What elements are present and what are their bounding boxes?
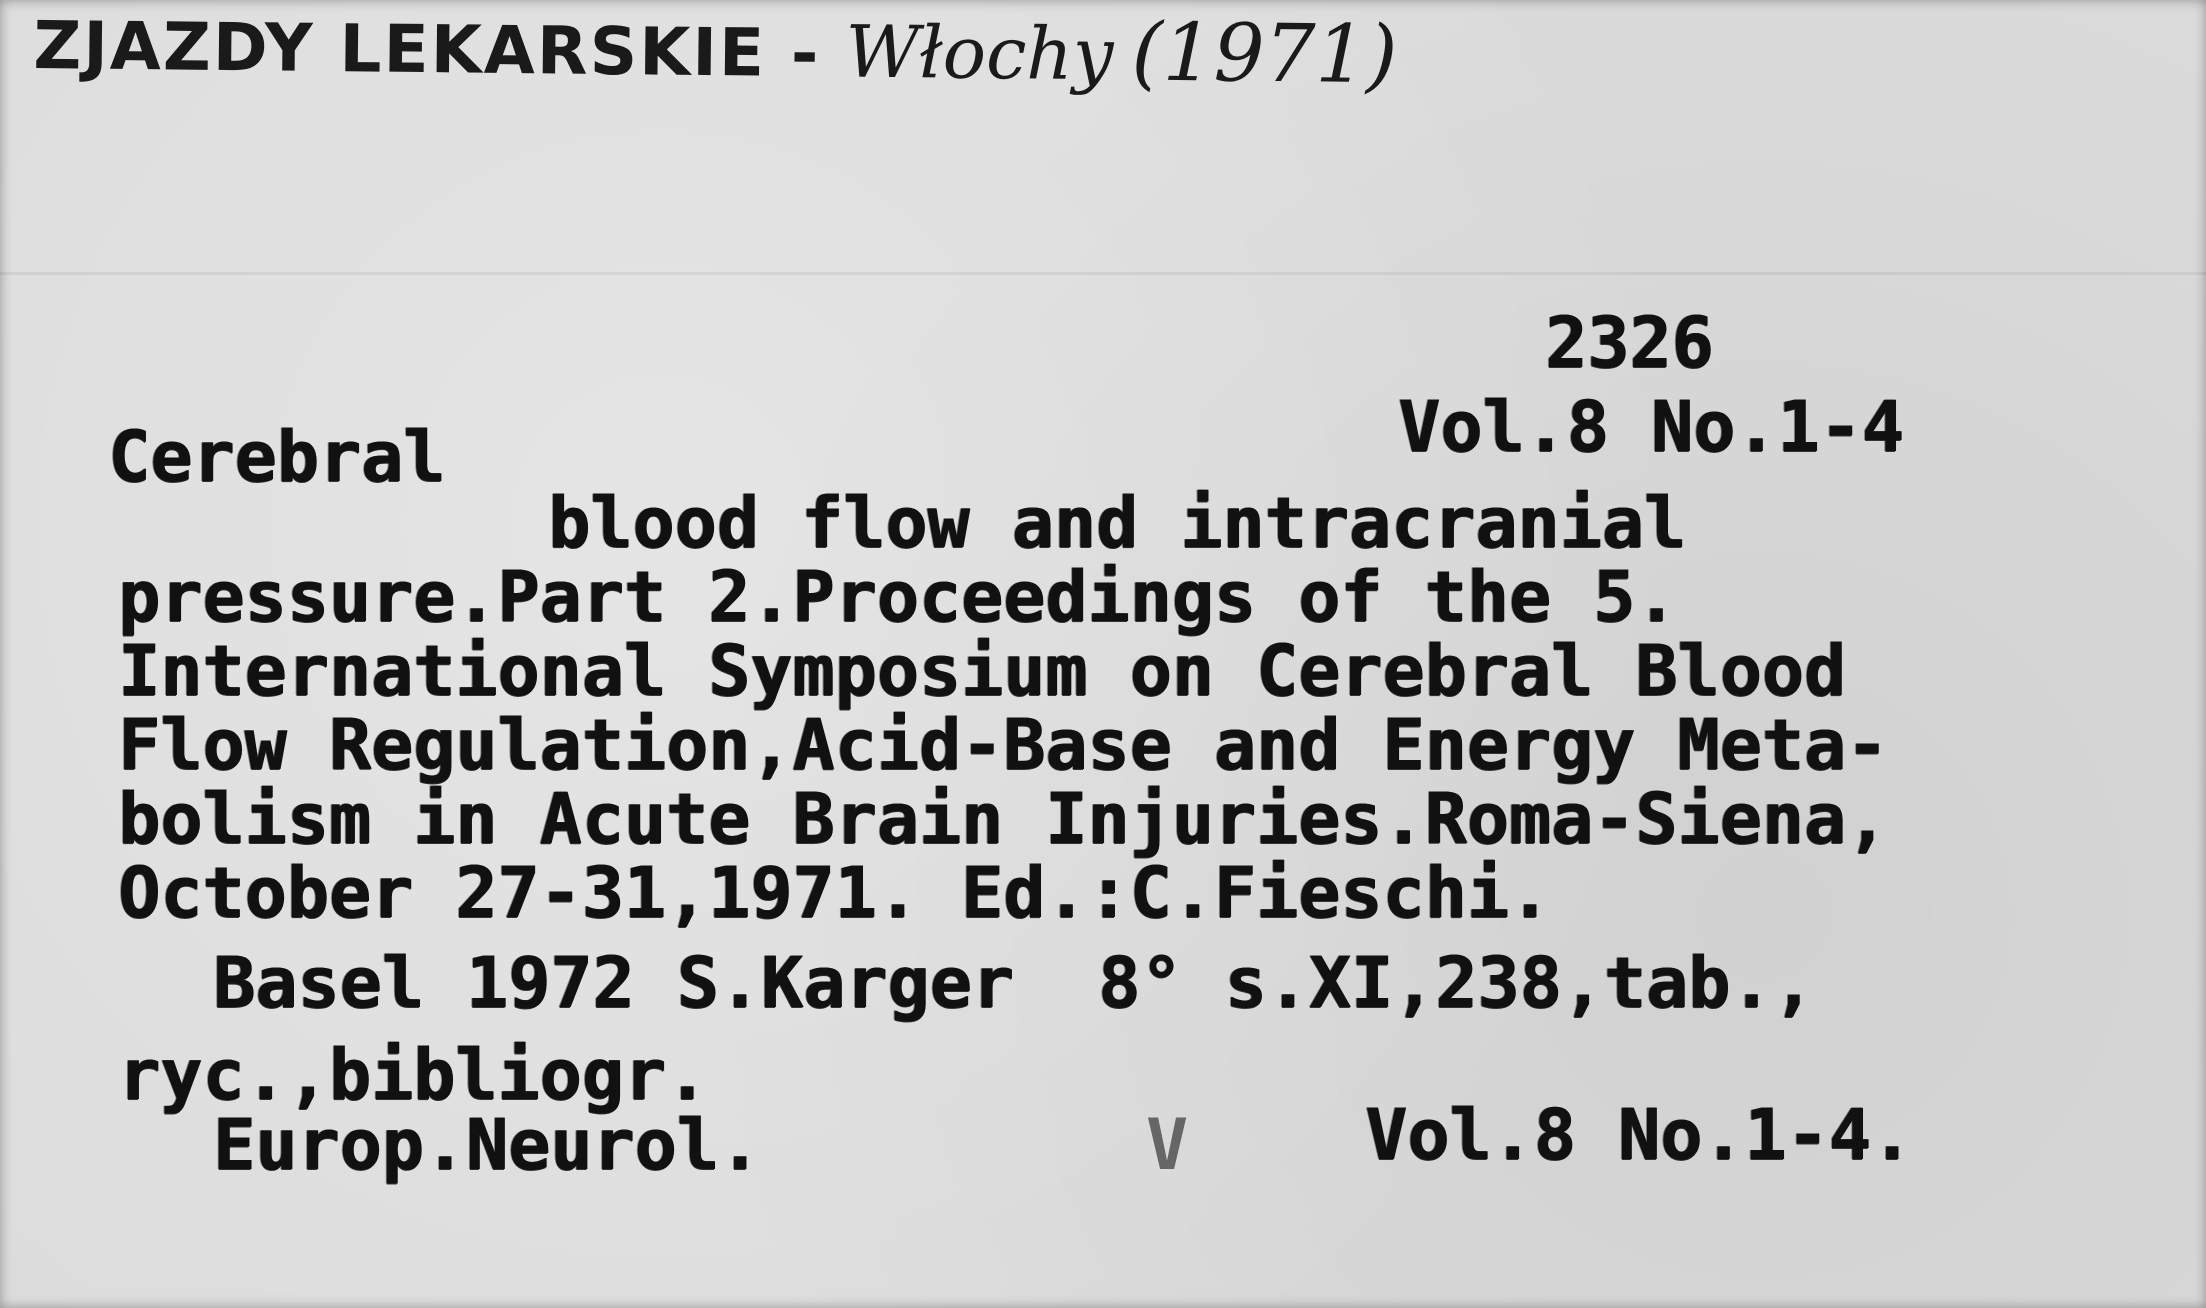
subject-heading-printed: ZJAZDY LEKARSKIE [33,6,767,92]
subject-heading-handwritten: Włochy [844,9,1114,97]
subject-heading [33,0,1398,101]
title-line-6: bolism in Acute Brain Injuries.Roma-Siena, [118,778,1889,860]
imprint-line-1: Basel 1972 S.Karger 8° s.XI,238,tab., [213,942,1815,1024]
catalog-number: 2326 [1545,302,1714,384]
series-name: Europ.Neurol. [213,1104,761,1186]
title-line-1: Cerebral [108,416,446,498]
title-line-5: Flow Regulation,Acid-Base and Energy Meta- [118,704,1889,786]
title-line-7: October 27-31,1971. Ed.:C.Fieschi. [118,852,1551,934]
imprint-line-2: ryc.,bibliogr. [118,1034,709,1116]
volume-top: Vol.8 No.1-4 [1398,386,1904,468]
card-fold-line [0,272,2206,275]
stray-typed-mark: V [1146,1104,1189,1186]
title-line-2: blood flow and intracranial [548,482,1686,564]
title-line-3: pressure.Part 2.Proceedings of the 5. [118,556,1678,638]
title-line-4: International Symposium on Cerebral Blood [118,630,1846,712]
subject-heading-year: (1971) [1131,5,1398,102]
volume-bottom: Vol.8 No.1-4. [1365,1094,1913,1176]
subject-heading-dash: - [765,14,846,93]
